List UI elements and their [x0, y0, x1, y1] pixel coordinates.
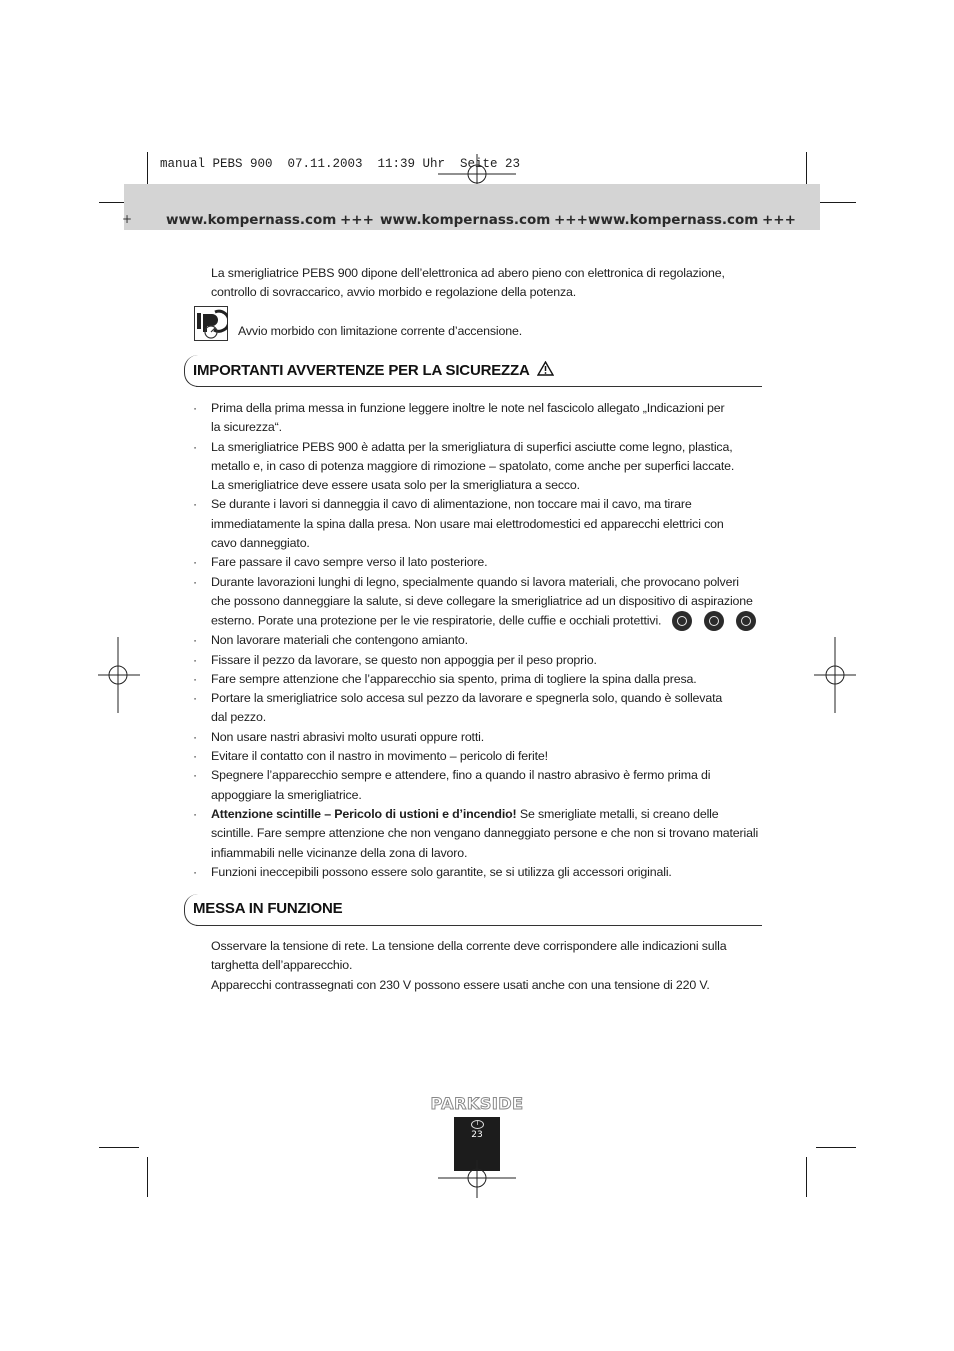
bullet-line: Durante lavorazioni lunghi di legno, specialmente quando si lavora materiali, che provocano polveri [211, 574, 739, 589]
heading-rule [196, 386, 762, 387]
registration-mark-icon [438, 1160, 518, 1198]
bullet-line [211, 805, 763, 824]
bullet-dot: · [193, 671, 197, 686]
spark-warning-bold: Attenzione scintille – Pericolo di ustioni e d’incendio! [211, 806, 517, 821]
bullet-dot: · [193, 768, 197, 783]
bullet-dot: · [193, 555, 197, 570]
bullet-line: Se durante i lavori si danneggia il cavo di alimentazione, non toccare mai il cavo, ma tirare [211, 497, 692, 512]
banner-url[interactable]: www.kompernass.com [380, 212, 551, 228]
bullet-line: Fare sempre attenzione che l’apparecchio sia spento, prima di togliere la spina dalla presa. [211, 671, 697, 686]
bullet-line: immediatamente la spina dalla presa. Non usare mai elettrodomestici ed apparecchi elettrici con [211, 516, 724, 531]
list-item [193, 495, 763, 553]
bullet-dot: · [193, 749, 197, 764]
list-item [193, 553, 763, 572]
crop-mark [147, 1157, 148, 1197]
registration-mark-icon [814, 637, 856, 713]
intro-paragraph [211, 264, 771, 303]
bullet-line: La smerigliatrice deve essere usata solo per la smerigliatura a secco. [211, 478, 580, 493]
bullet-line: che possono danneggiare la salute, si deve collegare la smerigliatrice ad un dispositivo di aspirazione [211, 593, 753, 608]
list-item [193, 689, 763, 728]
bullet-line: dal pezzo. [211, 710, 266, 725]
bullet-line: Non lavorare materiali che contengono amianto. [211, 633, 468, 648]
bullet-line: esterno. Porate una protezione per le vie respiratorie, delle cuffie e occhiali protettivi. [211, 613, 662, 628]
banner-separator: +++ [762, 212, 796, 228]
bullet-dot: · [193, 497, 197, 512]
bullet-line: Funzioni ineccepibili possono essere solo garantite, se si utilizza gli accessori originali. [211, 864, 672, 879]
list-item [193, 805, 763, 863]
heading-rule [196, 925, 762, 926]
list-item [193, 399, 763, 438]
safety-bullet-list [193, 399, 763, 882]
crop-mark [99, 1147, 139, 1148]
list-item [193, 651, 763, 670]
respirator-mask-icon [672, 611, 692, 631]
list-item [193, 728, 763, 747]
print-slug-line: manual PEBS 900 07.11.2003 11:39 Uhr Seite 23 [160, 157, 521, 171]
startup-paragraph [211, 937, 771, 995]
banner-url[interactable]: www.kompernass.com [166, 212, 337, 228]
bullet-line: Evitare il contatto con il nastro in movimento – pericolo di ferite! [211, 749, 548, 764]
soft-start-icon [194, 306, 228, 341]
crop-mark [806, 1157, 807, 1197]
bullet-line: Fissare il pezzo da lavorare, se questo non appoggia per il peso proprio. [211, 652, 597, 667]
banner-edge-mark: + [122, 212, 133, 226]
list-item [193, 631, 763, 650]
startup-line: targhetta dell’apparecchio. [211, 958, 353, 973]
list-item [193, 747, 763, 766]
banner-separator: +++ [554, 212, 588, 228]
bullet-dot: · [193, 439, 197, 454]
crop-mark [816, 202, 856, 203]
bullet-dot: · [193, 401, 197, 415]
list-item [193, 670, 763, 689]
banner-separator: +++ [340, 212, 374, 228]
bullet-line: Prima della prima messa in funzione leggere inoltre le note nel fascicolo allegato „Indicazioni per [211, 401, 725, 415]
bullet-dot: · [193, 633, 197, 648]
bullet-line: cavo danneggiato. [211, 536, 310, 551]
list-item [193, 766, 763, 805]
intro-line: La smerigliatrice PEBS 900 dipone dell’elettronica ad abero pieno con elettronica di regolazione, [211, 266, 725, 280]
bullet-dot: · [193, 652, 197, 667]
startup-line: Osservare la tensione di rete. La tensione della corrente deve corrispondere alle indicazioni sulla [211, 939, 727, 953]
bullet-line: Portare la smerigliatrice solo accesa sul pezzo da lavorare e spegnerla solo, quando è sollevata [211, 691, 723, 706]
bullet-line: infiammabili nelle vicinanze della zona di lavoro. [211, 845, 468, 860]
crop-mark [816, 1147, 856, 1148]
banner-url[interactable]: www.kompernass.com [588, 212, 759, 228]
bullet-dot: · [193, 864, 197, 879]
country-code-badge: I [471, 1120, 484, 1129]
bullet-line: metallo e, in caso di potenza maggiore di rimozione – spatolato, come anche per superfici laccate. [211, 458, 735, 473]
startup-line: Apparecchi contrassegnati con 230 V possono essere usati anche con una tensione di 220 V. [211, 977, 710, 992]
bullet-dot: · [193, 691, 197, 706]
list-item [193, 438, 763, 496]
bullet-dot: · [193, 574, 197, 589]
intro-line: controllo di sovraccarico, avvio morbido e regolazione della potenza. [211, 285, 577, 300]
bullet-line: scintille. Fare sempre attenzione che non vengano danneggiato persone e che non si trovano materiali [211, 826, 759, 841]
warning-triangle-icon [537, 361, 554, 376]
ear-protection-icon [704, 611, 724, 631]
bullet-text: Se smerigliate metalli, si creano delle [516, 806, 719, 821]
list-item [193, 573, 763, 632]
safety-section-heading [184, 355, 762, 387]
bullet-line: Fare passare il cavo sempre verso il lato posteriore. [211, 555, 488, 570]
bullet-line: Spegnere l’apparecchio sempre e attendere, fino a quando il nastro abrasivo è fermo prima di [211, 768, 711, 783]
safety-goggles-icon [736, 611, 756, 631]
safety-title-text: IMPORTANTI AVVERTENZE PER LA SICUREZZA [193, 362, 530, 379]
soft-start-label: Avvio morbido con limitazione corrente d’accensione. [238, 324, 522, 338]
brand-logo: PARKSIDE [430, 1094, 524, 1113]
startup-section-heading [184, 894, 762, 926]
bullet-dot: · [193, 806, 197, 821]
bullet-line: Non usare nastri abrasivi molto usurati oppure rotti. [211, 729, 485, 744]
registration-mark-icon [98, 637, 140, 713]
section-title [193, 361, 554, 379]
list-item [193, 863, 763, 882]
section-title: MESSA IN FUNZIONE [193, 900, 343, 917]
bullet-dot: · [193, 729, 197, 744]
page-number: 23 [471, 1130, 483, 1140]
bullet-line: La smerigliatrice PEBS 900 è adatta per la smerigliatura di superfici asciutte come legno, plastica, [211, 439, 733, 454]
bullet-line: la sicurezza“. [211, 420, 282, 435]
bullet-line: appoggiare la smerigliatrice. [211, 787, 362, 802]
bullet-line-with-icons [211, 611, 763, 631]
